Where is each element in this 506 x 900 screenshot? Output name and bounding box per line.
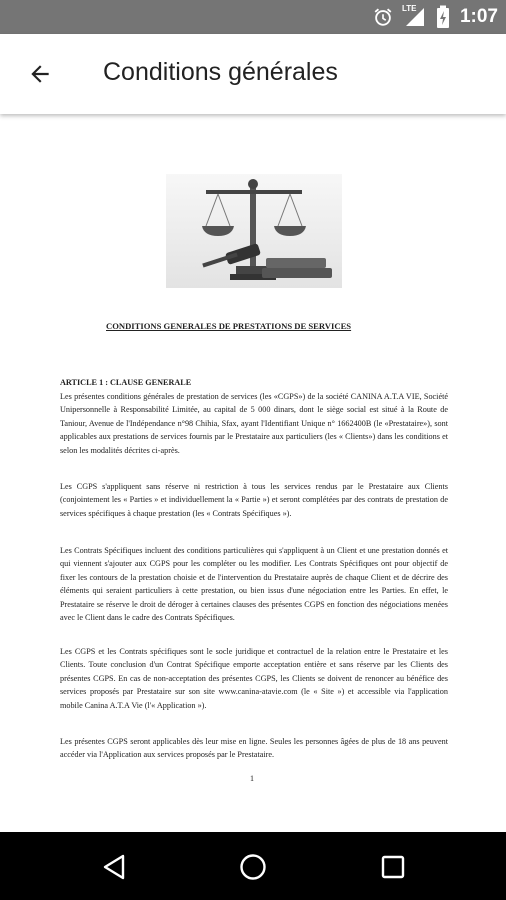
- network-type: LTE: [401, 4, 417, 13]
- status-icons: [372, 0, 498, 34]
- nav-recents-icon: [380, 854, 406, 880]
- paragraph-4: Les CGPS et les Contrats spécifiques sont le socle juridique et contractuel de la relation entre le Prestataire et les Clients. Toute conclusion d'un Contrat Spécifique emporte acceptation entière et sans réserve par les Clients des présentes CGPS. En cas de non-acceptation des présentes CGPS, les Clients se doivent de renoncer au bénéfice des services proposés par Prestataire sur son site www.canina-atavie.com (le « Site ») et accessible via l'application mobile Canina A.T.A Vie (l'« Application »).: [60, 647, 448, 710]
- nav-back-icon: [101, 853, 127, 881]
- paragraph-2: Les CGPS s'appliquent sans réserve ni restriction à tous les services rendus par le Prestataire aux Clients (conjointement les « Parties » et individuellement la « Partie ») et seront complétées par des contrats de prestation de services spécifiques à chaque prestation (les « Contrats Spécifiques »).: [60, 482, 448, 518]
- navigation-bar: [0, 832, 506, 900]
- justice-scale-image: [166, 174, 342, 288]
- nav-home-button[interactable]: [236, 850, 270, 884]
- document-heading: CONDITIONS GENERALES DE PRESTATIONS DE SERVICES: [106, 321, 352, 331]
- clock-time: 1:07: [459, 6, 498, 27]
- article-1-title: ARTICLE 1 : CLAUSE GENERALE: [60, 378, 192, 387]
- nav-home-icon: [238, 852, 268, 882]
- alarm-icon: [372, 6, 394, 28]
- page-number: 1: [250, 774, 254, 783]
- paragraph-1: Les présentes conditions générales de prestation de services (les «CGPS») de la société CANINA A.T.A VIE, Société Unipersonnelle à Responsabilité Limitée, au capital de 5 000 dinars, dont le siège social est situé à la Route de Taniour, Avenue de l'Indépendance n°98 Chihia, Sfax, ayant l'Identifiant Unique n° 1662400B (le «Prestataire»), sont applicables aux prestations de services fournis par le Prestataire aux particuliers (les « Clients») dans les conditions et selon les modalités décrites ci-après.: [60, 392, 448, 455]
- status-bar: [0, 0, 506, 34]
- paragraph-3: Les Contrats Spécifiques incluent des conditions particulières qui s'appliquent à un Client et une prestation donnés et qui viennent s'ajouter aux CGPS pour les compléter ou les modifier. Les Contrats Spécifiques ont pour objectif de fixer les contours de la prestation choisie et de l'intervention du Prestataire auprès de chaque Client et de décrire des éléments qui seraient particuliers à cette prestation, ou bien issus d'une négociation entre les Parties. En effet, le Prestataire se réserve le droit de déroger à certaines clauses des présentes CGPS en fonction des négociations menées avec le Client dans le cadre des Contrats Spécifiques.: [60, 546, 448, 623]
- nav-back-button[interactable]: [97, 850, 131, 884]
- document-viewer[interactable]: [0, 114, 506, 832]
- battery-charging-icon: [436, 5, 450, 29]
- back-button[interactable]: [20, 54, 60, 94]
- page-title: Conditions générales: [103, 58, 338, 86]
- cell-signal-icon: [402, 6, 428, 28]
- paragraph-5: Les présentes CGPS seront applicables dès leur mise en ligne. Seules les personnes âgées de plus de 18 ans peuvent accéder via l'Application aux services proposés par le Prestataire.: [60, 737, 448, 760]
- nav-recents-button[interactable]: [376, 850, 410, 884]
- app-bar: [0, 34, 506, 114]
- arrow-back-icon: [27, 61, 53, 87]
